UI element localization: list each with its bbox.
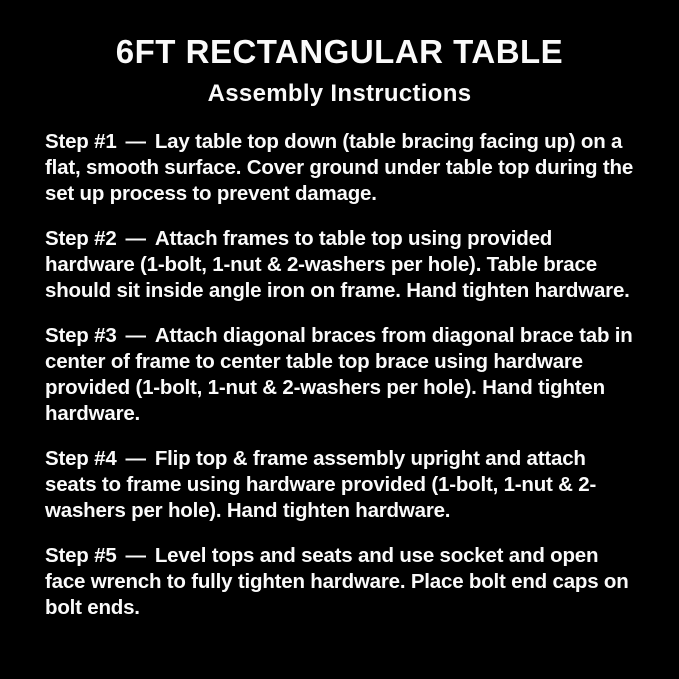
step-separator: — — [125, 129, 146, 153]
step-paragraph-4 — [45, 446, 634, 524]
step-text: Lay table top down (table bracing facing up) on a flat, smooth surface. Cover ground under table top during the set up process to prevent damage. — [45, 129, 634, 205]
page-title: 6FT RECTANGULAR TABLE — [115, 33, 564, 70]
steps-list — [45, 129, 634, 621]
step-separator: — — [125, 446, 146, 470]
step-text: Attach diagonal braces from diagonal brace tab in center of frame to center table top brace using hardware provided (1-bolt, 1-nut & 2-washers per hole). Hand tighten hardware. — [45, 323, 633, 425]
step-text: Level tops and seats and use socket and open face wrench to fully tighten hardware. Place bolt end caps on bolt ends. — [45, 543, 629, 619]
step-label: Step #2 — [45, 226, 117, 250]
step-separator: — — [125, 323, 146, 347]
step-paragraph-5 — [45, 543, 634, 621]
step-separator: — — [125, 543, 146, 567]
step-paragraph-2 — [45, 226, 634, 304]
step-separator: — — [125, 226, 146, 250]
step-text: Flip top & frame assembly upright and attach seats to frame using hardware provided (1-bolt, 1-nut & 2-washers per hole). Hand tighten hardware. — [45, 446, 597, 522]
step-label: Step #5 — [45, 543, 117, 567]
step-label: Step #4 — [45, 446, 117, 470]
step-paragraph-3 — [45, 323, 634, 427]
step-label: Step #1 — [45, 129, 117, 153]
step-label: Step #3 — [45, 323, 117, 347]
page-subtitle: Assembly Instructions — [207, 79, 472, 107]
step-paragraph-1 — [45, 129, 634, 207]
step-text: Attach frames to table top using provided hardware (1-bolt, 1-nut & 2-washers per hole). Table brace should sit inside angle iron on frame. Hand tighten hardware. — [45, 226, 630, 302]
